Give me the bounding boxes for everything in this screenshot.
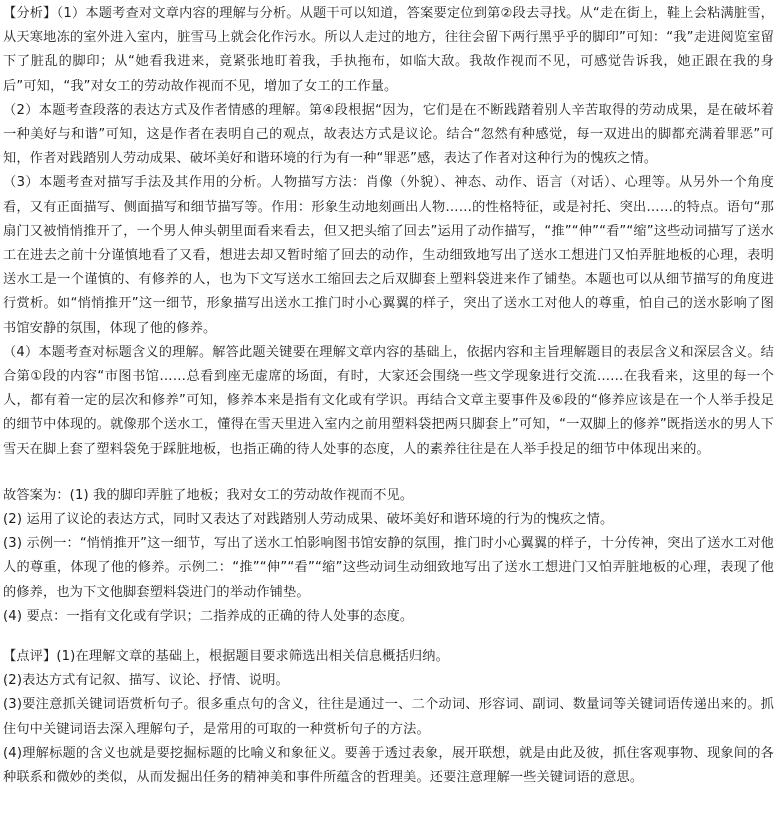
section-gap: [3, 629, 774, 645]
answer-4: (4) 要点：一指有文化或有学识；二指养成的正确的待人处事的态度。: [3, 608, 414, 624]
comment-2: (2)表达方式有记叙、描写、议论、抒情、说明。: [3, 673, 289, 689]
analysis-part-2: （2）本题考查段落的表达方式及作者情感的理解。第④段根据“因为，它们是在不断践踏着别人辛苦取得的劳动成果，是在破坏着一种美好与和谐”可知，这是作者在表明自己的观点，故表达方式是议论。结合“忽然有种感觉，每一双进出的脚都充满着罪恶”可知，作者对践踏别人劳动成果、破坏美好和谐环境的行为有一种“罪恶”感，表达了作者对这种行为的愧疚之情。: [3, 102, 774, 167]
answer-3: (3) 示例一：“悄悄推开”这一细节，写出了送水工怕影响图书馆安静的氛围，推门时小心翼翼的样子，十分传神，突出了送水工对他人的尊重，体现了他的修养。示例二：“推”“伸”“看”“缩”这些动词生动细致地写出了送水工想进门又怕弄脏地板的心理，表现了他的修养，也为下文他脚套塑料袋进门的举动作铺垫。: [3, 536, 774, 600]
comment-section: [3, 645, 774, 790]
comment-1: 【点评】(1)在理解文章的基础上，根据题目要求筛选出相关信息概括归纳。: [3, 649, 449, 665]
comment-4: (4)理解标题的含义也就是要挖掘标题的比喻义和象征义。要善于透过表象，展开联想，就是由此及彼，抓住客观事物、现象间的各种联系和微妙的类似，从而发掘出任务的精神美和事件所蕴含的哲理美。还要注意理解一些关键词语的意思。: [3, 745, 774, 786]
analysis-section: [3, 2, 774, 462]
analysis-part-3: （3）本题考查对描写手法及其作用的分析。人物描写方法：肖像（外貌）、神态、动作、语言（对话）、心理等。从另外一个角度看，又有正面描写、侧面描写和细节描写等。作用：形象生动地刻画出人物……的性格特征，或是衬托、突出……的特点。语句“那扇门又被悄悄推开了，一个男人伸头朝里面看来看去，但又把头缩了回去”运用了动作描写，“推”“伸”“看”“缩”这些动词描写了送水工在进去之前十分谨慎地看了又看，想进去却又暂时缩了回去的动作，生动细致地写出了送水工想进门又怕弄脏地板的心理，表明送水工是一个谨慎的、有修养的人，也为下文写送水工缩回去之后双脚套上塑料袋进来作了铺垫。本题也可以从细节描写的角度进行赏析。如“悄悄推开”这一细节，形象描写出送水工推门时小心翼翼的样子，突出了送水工对他人的尊重，怕自己的送水影响了图书馆安静的氛围，体现了他的修养。: [3, 175, 774, 336]
answer-2: (2) 运用了议论的表达方式，同时又表达了对践踏别人劳动成果、破坏美好和谐环境的行为的愧疚之情。: [3, 512, 614, 528]
analysis-part-4: （4）本题考查对标题含义的理解。解答此题关键要在理解文章内容的基础上，依据内容和主旨理解题目的表层含义和深层含义。结合第①段的内容“市图书馆……总看到座无虚席的场面，有时，大家还会围绕一些文学现象进行交流……在我看来，这里的每一个人，都有着一定的层次和修养”可知，修养本来是指有文化或有学识。再结合文章主要事件及⑥段的“修养应该是在一个人举手投足的细节中体现的。就像那个送水工，懂得在雪天里进入室内之前用塑料袋把两只脚套上”可知，“一双脚上的修养”既指送水的男人下雪天在脚上套了塑料袋免于踩脏地板，也指正确的待人处事的态度，人的素养往往是在人举手投足的细节中体现出来的。: [3, 344, 774, 457]
section-gap: [3, 462, 774, 484]
comment-3: (3)要注意抓关键词语赏析句子。很多重点句的含义，往往是通过一、二个动词、形容词、副词、数量词等关键词语传递出来的。抓住句中关键词语去深入理解句子，是常用的可取的一种赏析句子的方法。: [3, 697, 774, 737]
answer-1: 故答案为：(1) 我的脚印弄脏了地板；我对女工的劳动故作视而不见。: [3, 487, 414, 503]
analysis-part-1: 【分析】（1）本题考查对文章内容的理解与分析。从题干可以知道，答案要定位到第②段去寻找。从“走在街上，鞋上会粘满脏雪，从天寒地冻的室外进入室内，脏雪马上就会化作污水。所以人走过的地方，往往会留下两行黑乎乎的脚印”可知：“我”走进阅览室留下了脏乱的脚印；从“她看我进来，竟紧张地盯着我，手执拖布，如临大敌。我故作视而不见，可感觉告诉我，她正跟在我的身后”可知，“我”对女工的劳动故作视而不见，增加了女工的工作量。: [3, 6, 774, 94]
answers-section: [3, 484, 774, 629]
